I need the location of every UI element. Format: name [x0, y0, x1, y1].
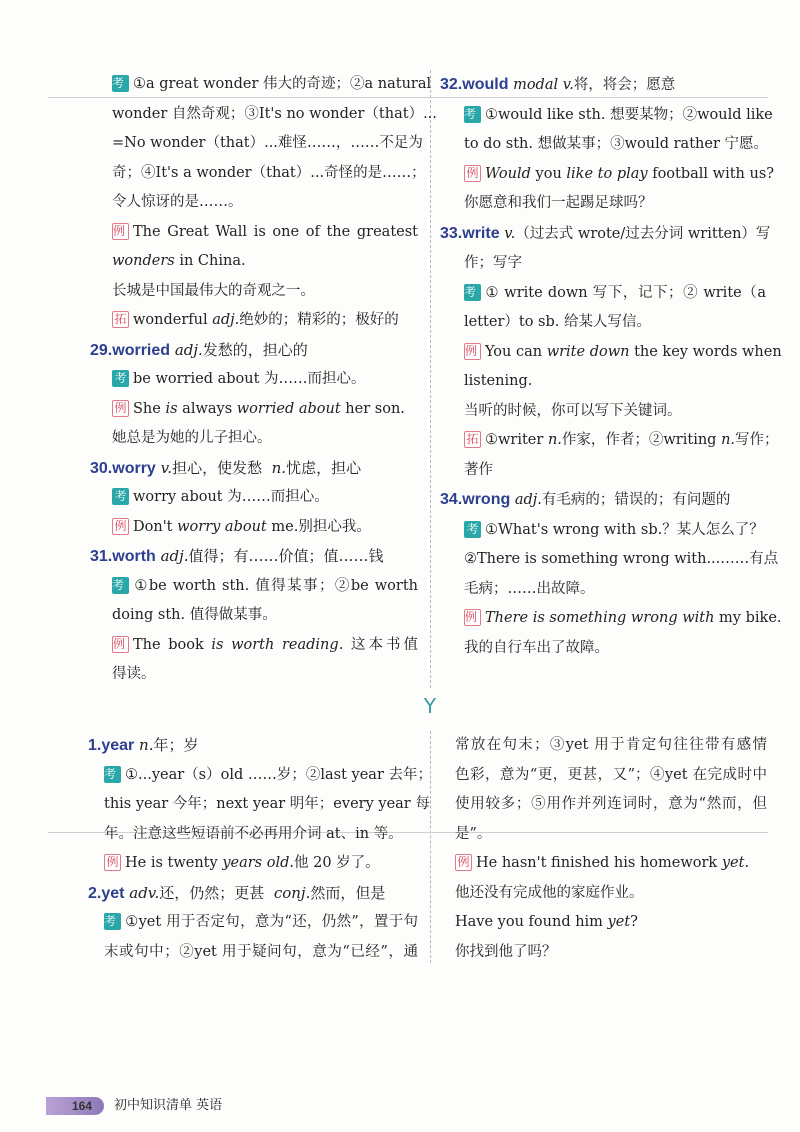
- entry-note: =No wonder（that）...难怪……，……不足为: [112, 135, 423, 151]
- definition: 作；写字: [464, 255, 522, 271]
- entry-worth: [90, 542, 418, 572]
- example-text: ?: [630, 914, 638, 930]
- example-text: her son.: [340, 400, 405, 417]
- entry-worry: [90, 454, 418, 484]
- extension-line: [440, 426, 779, 456]
- extension-text: 著作: [464, 461, 493, 478]
- entry-number: 32.: [440, 76, 463, 93]
- entry-note: ①would like sth. 想要某物；②would like: [485, 106, 773, 123]
- part-of-speech: n.: [139, 736, 154, 754]
- example-translation: 你找到他了吗？: [455, 943, 557, 960]
- entry-note: wonder 自然奇观；③It's no wonder（that）...: [112, 105, 437, 122]
- example-italic: worry about: [177, 518, 267, 535]
- kao-badge: 考: [112, 488, 129, 505]
- entry-number: 33.: [440, 224, 463, 242]
- kao-badge: 考: [464, 284, 481, 301]
- kao-line: [112, 572, 418, 602]
- example-text: listening.: [464, 373, 533, 389]
- entry-note: 使用较多；⑤用作并列连词时，意为“然而，但: [455, 796, 767, 812]
- extension-meaning: 绝妙的；精彩的；极好的: [239, 312, 399, 328]
- extension-text: 写作；: [735, 432, 779, 448]
- text-line: [112, 70, 432, 100]
- entry-note: ① write down 写下，记下；② write（a: [485, 284, 766, 301]
- example-translation: 得读。: [112, 666, 156, 682]
- li-badge: 例: [455, 854, 472, 871]
- entry-note: 奇；④It's a wonder（that）...奇怪的是……；: [112, 164, 426, 181]
- page-number: 164: [72, 1099, 93, 1113]
- example-line: [455, 908, 767, 938]
- extension-text: 作家，作者；②writing: [561, 432, 722, 448]
- example-italic: is worth reading: [211, 636, 339, 653]
- tuo-badge: 拓: [464, 431, 481, 448]
- entry-note: doing sth. 值得做某事。: [112, 607, 277, 623]
- kao-badge: 考: [112, 370, 129, 387]
- li-badge: 例: [464, 609, 481, 626]
- example-line: [455, 849, 767, 879]
- kao-line: [112, 483, 418, 513]
- example-translation: 我的自行车出了故障。: [464, 639, 609, 656]
- entry-write: [440, 219, 771, 250]
- entry-number: 2.: [88, 884, 102, 902]
- part-of-speech: n.: [271, 458, 287, 477]
- definition: 担心，使发愁: [172, 458, 263, 477]
- entry-number: 29.: [90, 341, 113, 359]
- headword: wrong: [462, 491, 511, 508]
- example-text: Have you found him: [455, 914, 608, 930]
- example-line: [112, 218, 418, 248]
- entry-note: 色彩，意为“更，更甚，又”；④yet 在完成时中: [455, 766, 767, 783]
- example-line: [440, 160, 775, 190]
- example-translation: 你愿意和我们一起踢足球吗？: [464, 195, 653, 211]
- example-text: you: [530, 165, 567, 182]
- entry-note: 毛病；……出故障。: [464, 580, 595, 597]
- definition: （过去式 wrote/过去分词 written）写: [515, 225, 771, 242]
- entry-note: worry about 为……而担心。: [133, 489, 329, 505]
- kao-badge: 考: [464, 106, 481, 123]
- example-text: the key words when: [629, 343, 782, 360]
- entry-number: 1.: [88, 737, 102, 754]
- entry-number: 31.: [90, 548, 113, 565]
- example-text: He is twenty: [125, 855, 223, 871]
- extension-text: wonderful: [133, 312, 213, 328]
- kao-badge: 考: [112, 75, 129, 92]
- kao-line: [88, 908, 418, 938]
- example-text: The book: [133, 636, 212, 653]
- definition: 有毛病的；错误的；有问题的: [541, 492, 731, 508]
- example-translation: 他还没有完成他的家庭作业。: [455, 884, 644, 901]
- example-italic: wonders: [112, 253, 175, 269]
- headword: year: [101, 737, 135, 754]
- tuo-badge: 拓: [112, 311, 129, 328]
- kao-badge: 考: [112, 577, 129, 594]
- entry-note: 常放在句末；③yet 用于肯定句往往带有感情: [455, 737, 767, 753]
- example-line: [440, 338, 782, 368]
- example-text: You can: [485, 343, 547, 360]
- entry-number: 34.: [440, 491, 463, 508]
- entry-note: to do sth. 想做某事；③would rather 宁愿。: [464, 136, 768, 152]
- entry-note: ①What's wrong with sb.？某人怎么了？: [485, 521, 764, 538]
- entry-note: this year 今年；next year 明年；every year 每: [104, 796, 430, 812]
- entry-note: ①yet 用于否定句，意为“还，仍然”，置于句: [125, 914, 418, 930]
- definition: 年；岁: [153, 736, 199, 754]
- part-of-speech: conj.: [273, 883, 311, 902]
- section-letter: Y: [423, 694, 437, 718]
- li-badge: 例: [464, 343, 481, 360]
- part-of-speech: adj.: [174, 340, 203, 359]
- headword: would: [462, 76, 509, 93]
- kao-line: [440, 101, 773, 131]
- example-text: always: [177, 400, 237, 417]
- entry-note: be worried about 为……而担心。: [133, 371, 366, 387]
- example-text: .: [744, 855, 750, 871]
- kao-badge: 考: [104, 766, 121, 783]
- example-line: [112, 631, 418, 661]
- entry-note: ①a great wonder 伟大的奇迹；②a natural: [133, 76, 432, 92]
- entry-note: ①be worth sth. 值得某事；②be worth: [133, 577, 418, 594]
- definition: 发愁的，担心的: [202, 340, 308, 359]
- example-italic: is: [165, 400, 178, 417]
- entry-number: 30.: [90, 459, 113, 477]
- kao-line: [112, 365, 418, 395]
- example-italic: There is something wrong with: [485, 610, 715, 626]
- definition: 值得；有……价值；值……钱: [188, 547, 384, 565]
- example-text: . 这本书值: [338, 636, 419, 653]
- li-badge: 例: [112, 223, 129, 240]
- headword: write: [462, 224, 500, 242]
- definition: 还，仍然；更甚: [159, 883, 265, 902]
- example-line: [112, 247, 418, 277]
- extension-text: ①writer: [485, 432, 548, 448]
- example-line: [88, 849, 418, 879]
- entry-yet: [88, 879, 418, 909]
- example-text: me.别担心我。: [266, 518, 371, 535]
- headword: worry: [112, 459, 156, 477]
- example-italic: yet: [721, 855, 745, 871]
- example-italic: like to play: [566, 165, 648, 182]
- definition: 将，将会；愿意: [573, 77, 676, 93]
- part-of-speech: v.: [504, 225, 516, 242]
- entry-note: 年。注意这些短语前不必再用介词 at、in 等。: [104, 825, 403, 842]
- entry-note: ②There is something wrong with...……有点: [464, 551, 779, 567]
- example-italic: Would: [485, 165, 531, 182]
- li-badge: 例: [104, 854, 121, 871]
- book-title: 初中知识清单 英语: [114, 1098, 223, 1113]
- example-text: He hasn't finished his homework: [476, 855, 722, 871]
- column-top-left: [90, 70, 437, 690]
- headword: worried: [112, 341, 171, 359]
- part-of-speech: adj.: [160, 547, 189, 565]
- example-text: She: [133, 400, 166, 417]
- entry-year: [88, 731, 418, 761]
- headword: yet: [101, 884, 125, 902]
- example-text: .他 20 岁了。: [289, 855, 380, 871]
- part-of-speech: v.: [160, 458, 173, 477]
- column-bottom-left: [88, 731, 432, 967]
- example-text: football with us?: [647, 165, 775, 182]
- entry-worried: [90, 336, 418, 366]
- page-footer: [46, 1094, 223, 1116]
- example-text: my bike.: [714, 610, 782, 626]
- example-italic: worried about: [236, 400, 341, 417]
- column-bottom-right: [455, 731, 767, 967]
- entry-note: letter）to sb. 给某人写信。: [464, 314, 651, 330]
- example-text: Don't: [133, 518, 178, 535]
- example-italic: yet: [607, 914, 631, 930]
- part-of-speech: modal v.: [513, 77, 574, 93]
- part-of-speech: n.: [547, 432, 562, 448]
- example-text: The Great Wall is one of the greatest: [133, 223, 418, 240]
- li-badge: 例: [112, 400, 129, 417]
- example-translation: 她总是为她的儿子担心。: [112, 430, 272, 446]
- entry-note: ①...year（s）old ……岁；②last year 去年；: [125, 766, 432, 783]
- example-italic: years old: [222, 855, 290, 871]
- entry-note: 令人惊讶的是……。: [112, 194, 243, 210]
- kao-badge: 考: [464, 521, 481, 538]
- example-text: in China.: [174, 253, 246, 269]
- definition: 忧虑，担心: [286, 458, 362, 477]
- entry-wrong: [440, 485, 766, 516]
- kao-badge: 考: [104, 913, 121, 930]
- example-line: [112, 395, 418, 425]
- extension-line: [112, 306, 418, 336]
- part-of-speech: adv.: [129, 883, 160, 902]
- entry-note: 是”。: [455, 825, 492, 842]
- kao-line: [440, 279, 766, 309]
- column-top-right: [440, 70, 782, 663]
- li-badge: 例: [112, 636, 129, 653]
- kao-line: [440, 516, 766, 546]
- headword: worth: [112, 548, 156, 565]
- part-of-speech: n.: [721, 432, 736, 448]
- definition: 然而，但是: [310, 883, 386, 902]
- example-italic: write down: [546, 343, 630, 360]
- part-of-speech: adj.: [212, 312, 240, 328]
- example-line: [440, 604, 782, 634]
- entry-note: 末或句中；②yet 用于疑问句，意为“已经”，通: [104, 943, 418, 960]
- example-translation: 当听的时候，你可以写下关键词。: [464, 402, 682, 419]
- part-of-speech: adj.: [514, 492, 542, 508]
- example-translation: 长城是中国最伟大的奇观之一。: [112, 282, 315, 299]
- entry-would: [440, 70, 766, 101]
- li-badge: 例: [112, 518, 129, 535]
- li-badge: 例: [464, 165, 481, 182]
- kao-line: [88, 761, 432, 791]
- example-line: [112, 513, 418, 543]
- column-divider-top: [430, 70, 431, 688]
